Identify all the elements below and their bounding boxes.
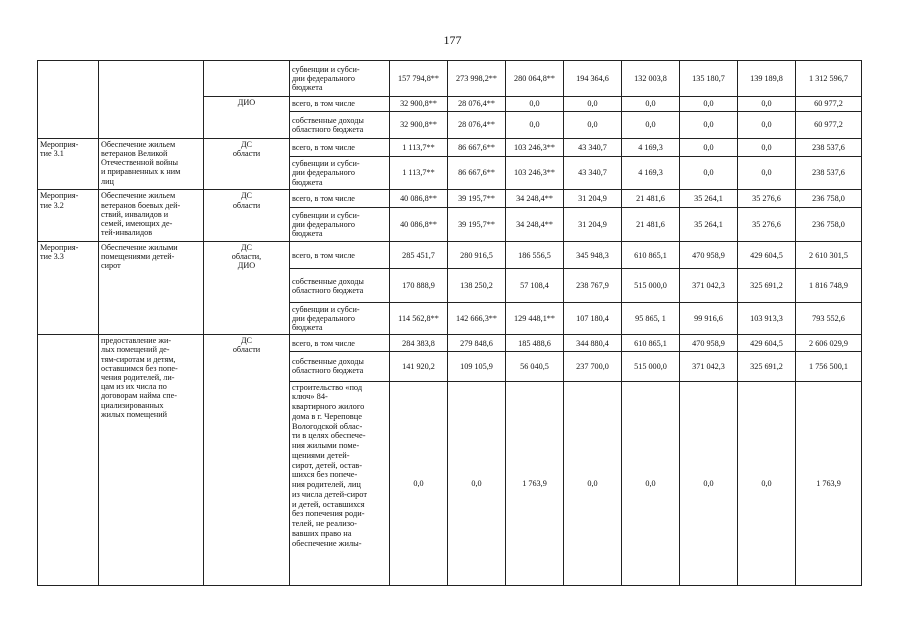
value-cell: 238 537,6 bbox=[796, 138, 862, 156]
value-cell: 793 552,6 bbox=[796, 303, 862, 335]
value-cell: 0,0 bbox=[622, 96, 680, 111]
value-cell: 1 816 748,9 bbox=[796, 269, 862, 303]
funding-source-cell: всего, в том числе bbox=[290, 335, 390, 352]
value-cell: 0,0 bbox=[680, 156, 738, 190]
value-cell: 43 340,7 bbox=[564, 156, 622, 190]
value-cell: 0,0 bbox=[564, 96, 622, 111]
value-cell: 238 767,9 bbox=[564, 269, 622, 303]
value-cell: 1 113,7** bbox=[390, 138, 448, 156]
value-cell: 138 250,2 bbox=[448, 269, 506, 303]
executor-cell: ДС области bbox=[204, 190, 290, 242]
value-cell: 132 003,8 bbox=[622, 61, 680, 97]
value-cell: 35 264,1 bbox=[680, 208, 738, 242]
value-cell: 0,0 bbox=[738, 96, 796, 111]
value-cell: 2 606 029,9 bbox=[796, 335, 862, 352]
value-cell: 0,0 bbox=[506, 96, 564, 111]
value-cell: 95 865, 1 bbox=[622, 303, 680, 335]
value-cell: 60 977,2 bbox=[796, 111, 862, 138]
value-cell: 57 108,4 bbox=[506, 269, 564, 303]
value-cell: 31 204,9 bbox=[564, 208, 622, 242]
value-cell: 238 537,6 bbox=[796, 156, 862, 190]
event-name-cell: предоставление жи- лых помещений де- тям-сиротам и детям, оставшимся без попе- чения родителей, ли- цам из их числа по договорам найма спе- циализированных жилых помещений bbox=[99, 335, 204, 586]
funding-source-cell: всего, в том числе bbox=[290, 190, 390, 208]
value-cell: 284 383,8 bbox=[390, 335, 448, 352]
event-cell bbox=[38, 335, 99, 586]
table-row bbox=[38, 335, 862, 352]
table-row bbox=[38, 241, 862, 268]
page-number: 177 bbox=[443, 33, 462, 47]
table-row bbox=[38, 61, 862, 97]
value-cell: 39 195,7** bbox=[448, 190, 506, 208]
funding-source-cell: строительство «под ключ» 84- квартирного жилого дома в г. Череповце Вологодской облас- ти в целях обеспече- ния жилыми поме- щениями детей- сирот, детей, остав- шихся без попече- ния родителей, лиц из числа детей-сирот и детей, оставшихся без попечения роди- телей, не реализо- вавших право на обеспечение жилы- bbox=[290, 381, 390, 585]
value-cell: 194 364,6 bbox=[564, 61, 622, 97]
value-cell: 103 246,3** bbox=[506, 138, 564, 156]
value-cell: 21 481,6 bbox=[622, 190, 680, 208]
value-cell: 237 700,0 bbox=[564, 352, 622, 381]
value-cell: 470 958,9 bbox=[680, 335, 738, 352]
value-cell: 56 040,5 bbox=[506, 352, 564, 381]
value-cell: 86 667,6** bbox=[448, 138, 506, 156]
value-cell: 515 000,0 bbox=[622, 352, 680, 381]
executor-cell: ДС области bbox=[204, 138, 290, 190]
value-cell: 4 169,3 bbox=[622, 138, 680, 156]
value-cell: 31 204,9 bbox=[564, 190, 622, 208]
value-cell: 279 848,6 bbox=[448, 335, 506, 352]
value-cell: 470 958,9 bbox=[680, 241, 738, 268]
value-cell: 60 977,2 bbox=[796, 96, 862, 111]
value-cell: 142 666,3** bbox=[448, 303, 506, 335]
value-cell: 35 264,1 bbox=[680, 190, 738, 208]
event-cell: Мероприя- тие 3.2 bbox=[38, 190, 99, 242]
value-cell: 610 865,1 bbox=[622, 335, 680, 352]
funding-source-cell: собственные доходы областного бюджета bbox=[290, 269, 390, 303]
funding-source-cell: собственные доходы областного бюджета bbox=[290, 111, 390, 138]
value-cell: 32 900,8** bbox=[390, 111, 448, 138]
value-cell: 371 042,3 bbox=[680, 352, 738, 381]
value-cell: 0,0 bbox=[738, 138, 796, 156]
value-cell: 325 691,2 bbox=[738, 269, 796, 303]
event-name-cell bbox=[99, 61, 204, 139]
event-name-cell: Обеспечение жильем ветеранов боевых дей- ствий, инвалидов и семей, имеющих де- тей-инвалидов bbox=[99, 190, 204, 242]
value-cell: 32 900,8** bbox=[390, 96, 448, 111]
funding-source-cell: всего, в том числе bbox=[290, 96, 390, 111]
value-cell: 0,0 bbox=[622, 111, 680, 138]
value-cell: 40 086,8** bbox=[390, 208, 448, 242]
value-cell: 0,0 bbox=[506, 111, 564, 138]
value-cell: 1 763,9 bbox=[506, 381, 564, 585]
executor-cell: ДС области bbox=[204, 335, 290, 586]
table-row bbox=[38, 138, 862, 156]
budget-table bbox=[37, 60, 862, 586]
value-cell: 107 180,4 bbox=[564, 303, 622, 335]
executor-cell bbox=[204, 61, 290, 97]
value-cell: 429 604,5 bbox=[738, 241, 796, 268]
value-cell: 236 758,0 bbox=[796, 190, 862, 208]
value-cell: 344 880,4 bbox=[564, 335, 622, 352]
event-cell bbox=[38, 61, 99, 139]
value-cell: 0,0 bbox=[564, 111, 622, 138]
event-cell: Мероприя- тие 3.3 bbox=[38, 241, 99, 334]
value-cell: 109 105,9 bbox=[448, 352, 506, 381]
value-cell: 325 691,2 bbox=[738, 352, 796, 381]
value-cell: 135 180,7 bbox=[680, 61, 738, 97]
funding-source-cell: субвенции и субси- дии федерального бюджета bbox=[290, 156, 390, 190]
funding-source-cell: собственные доходы областного бюджета bbox=[290, 352, 390, 381]
value-cell: 129 448,1** bbox=[506, 303, 564, 335]
value-cell: 170 888,9 bbox=[390, 269, 448, 303]
value-cell: 0,0 bbox=[622, 381, 680, 585]
value-cell: 86 667,6** bbox=[448, 156, 506, 190]
value-cell: 35 276,6 bbox=[738, 208, 796, 242]
funding-source-cell: субвенции и субси- дии федерального бюджета bbox=[290, 208, 390, 242]
budget-table-sheet bbox=[37, 60, 861, 586]
funding-source-cell: всего, в том числе bbox=[290, 138, 390, 156]
value-cell: 157 794,8** bbox=[390, 61, 448, 97]
value-cell: 0,0 bbox=[390, 381, 448, 585]
value-cell: 371 042,3 bbox=[680, 269, 738, 303]
value-cell: 1 756 500,1 bbox=[796, 352, 862, 381]
event-cell: Мероприя- тие 3.1 bbox=[38, 138, 99, 190]
value-cell: 4 169,3 bbox=[622, 156, 680, 190]
executor-cell: ДИО bbox=[204, 96, 290, 138]
value-cell: 280 064,8** bbox=[506, 61, 564, 97]
funding-source-cell: субвенции и субси- дии федерального бюджета bbox=[290, 303, 390, 335]
value-cell: 345 948,3 bbox=[564, 241, 622, 268]
value-cell: 114 562,8** bbox=[390, 303, 448, 335]
value-cell: 610 865,1 bbox=[622, 241, 680, 268]
funding-source-cell: субвенции и субси- дии федерального бюджета bbox=[290, 61, 390, 97]
value-cell: 0,0 bbox=[738, 381, 796, 585]
value-cell: 34 248,4** bbox=[506, 190, 564, 208]
value-cell: 99 916,6 bbox=[680, 303, 738, 335]
value-cell: 186 556,5 bbox=[506, 241, 564, 268]
value-cell: 1 113,7** bbox=[390, 156, 448, 190]
value-cell: 35 276,6 bbox=[738, 190, 796, 208]
value-cell: 1 763,9 bbox=[796, 381, 862, 585]
value-cell: 40 086,8** bbox=[390, 190, 448, 208]
value-cell: 515 000,0 bbox=[622, 269, 680, 303]
value-cell: 0,0 bbox=[680, 96, 738, 111]
value-cell: 273 998,2** bbox=[448, 61, 506, 97]
value-cell: 34 248,4** bbox=[506, 208, 564, 242]
value-cell: 0,0 bbox=[738, 111, 796, 138]
value-cell: 0,0 bbox=[738, 156, 796, 190]
value-cell: 0,0 bbox=[680, 111, 738, 138]
event-name-cell: Обеспечение жильем ветеранов Великой Отечественной войны и приравненных к ним лиц bbox=[99, 138, 204, 190]
value-cell: 2 610 301,5 bbox=[796, 241, 862, 268]
value-cell: 0,0 bbox=[564, 381, 622, 585]
value-cell: 43 340,7 bbox=[564, 138, 622, 156]
funding-source-cell: всего, в том числе bbox=[290, 241, 390, 268]
value-cell: 0,0 bbox=[448, 381, 506, 585]
event-name-cell: Обеспечение жилыми помещениями детей- сирот bbox=[99, 241, 204, 334]
table-row bbox=[38, 190, 862, 208]
value-cell: 28 076,4** bbox=[448, 111, 506, 138]
value-cell: 141 920,2 bbox=[390, 352, 448, 381]
value-cell: 280 916,5 bbox=[448, 241, 506, 268]
value-cell: 103 913,3 bbox=[738, 303, 796, 335]
value-cell: 21 481,6 bbox=[622, 208, 680, 242]
executor-cell: ДС области, ДИО bbox=[204, 241, 290, 334]
value-cell: 1 312 596,7 bbox=[796, 61, 862, 97]
value-cell: 0,0 bbox=[680, 381, 738, 585]
value-cell: 28 076,4** bbox=[448, 96, 506, 111]
value-cell: 429 604,5 bbox=[738, 335, 796, 352]
value-cell: 103 246,3** bbox=[506, 156, 564, 190]
value-cell: 236 758,0 bbox=[796, 208, 862, 242]
value-cell: 139 189,8 bbox=[738, 61, 796, 97]
value-cell: 0,0 bbox=[680, 138, 738, 156]
value-cell: 39 195,7** bbox=[448, 208, 506, 242]
value-cell: 185 488,6 bbox=[506, 335, 564, 352]
value-cell: 285 451,7 bbox=[390, 241, 448, 268]
